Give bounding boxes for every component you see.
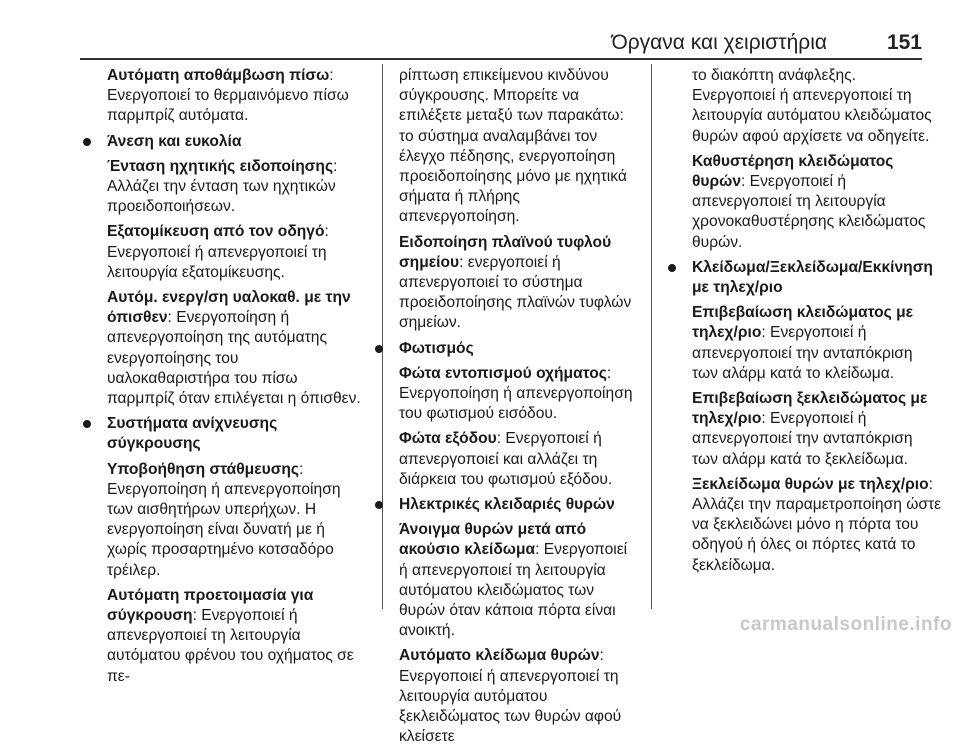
- paragraph: [80, 222, 362, 283]
- paragraph: [692, 303, 942, 384]
- paragraph: [692, 389, 942, 470]
- setting-description: : ενεργοποιεί ή απενεργοποιεί το σύστημα προειδοποίησης πλαϊνών τυφλών σημείων.: [399, 253, 632, 332]
- bullet-heading: Άνεση και ευκολία: [80, 132, 362, 152]
- setting-description: : Ενεργοποιεί ή απενεργοποιεί τη λειτουργία χρονοκαθυστέρησης κλειδώματος θυρών.: [692, 173, 926, 251]
- setting-term: Αυτόμ. ενεργ/ση υαλοκαθ. με την όπισθεν: [107, 289, 351, 327]
- setting-term: Επιβεβαίωση κλειδώματος με τηλεχ/ριο: [692, 304, 914, 342]
- paragraph: [80, 586, 362, 687]
- setting-description: : Αλλάζει την ένταση των ηχητικών προειδοποιήσεων.: [107, 157, 338, 216]
- setting-description: : Ενεργοποιεί ή απενεργοποιεί τη λειτουργία αυτόματου φρένου του οχήματος σε πε-: [107, 607, 354, 685]
- setting-term: Ξεκλείδωμα θυρών με τηλεχ/ριο: [692, 475, 929, 493]
- paragraph: [692, 475, 942, 576]
- paragraph: [399, 66, 639, 228]
- bullet-heading: Φωτισμός: [372, 339, 639, 359]
- paragraph: [399, 520, 639, 641]
- setting-description: : Ενεργοποιεί ή απενεργοποιεί τη λειτουργία αυτόματου κλειδώματος των θυρών όταν κάποια πόρτα είναι ανοικτή.: [399, 541, 628, 640]
- setting-description: : Ενεργοποίηση ή απενεργοποίηση του φωτισμού εισόδου.: [399, 364, 633, 423]
- column-divider: [382, 64, 383, 609]
- paragraph: [80, 460, 362, 581]
- setting-term: Επιβεβαίωση ξεκλειδώματος με τηλεχ/ριο: [692, 390, 928, 428]
- page-number: 151: [886, 31, 922, 54]
- text-column-2: [399, 66, 639, 753]
- setting-term: Εξατομίκευση από τον οδηγό: [107, 223, 325, 241]
- section-title: Όργανα και χειριστήρια: [611, 31, 827, 54]
- setting-description: : Ενεργοποίηση ή απενεργοποίηση των αισθητήρων υπερήχων. Η ενεργοποίηση είναι δυνατή με ή χωρίς προσαρτημένο κοτσαδόρο τρέιλερ.: [107, 460, 341, 579]
- setting-description: : Ενεργοποίηση ή απενεργοποίηση της αυτόματης ενεργοποίησης του υαλοκαθαριστήρα του πίσω παρμπρίζ όταν επιλέγεται η όπισθεν.: [107, 309, 361, 408]
- text-column-3: [692, 66, 942, 581]
- setting-term: Αυτόματη αποθάμβωση πίσω: [107, 67, 330, 84]
- bullet-icon: [375, 501, 383, 509]
- paragraph: [399, 233, 639, 334]
- paragraph: [692, 152, 942, 253]
- bullet-icon: [83, 420, 91, 428]
- bullet-icon: [83, 138, 91, 146]
- bullet-heading: Ηλεκτρικές κλειδαριές θυρών: [372, 495, 639, 515]
- paragraph: [399, 429, 639, 490]
- setting-description: : Αλλάζει την παραμετροποίηση ώστε να ξεκλειδώνει μόνο η πόρτα του οδηγού ή όλες οι πόρτες κατά το ξεκλείδωμα.: [692, 475, 942, 574]
- column-divider: [651, 64, 652, 609]
- setting-description: : Ενεργοποιεί ή απενεργοποιεί την ανταπόκριση των αλάρμ κατά το κλείδωμα.: [692, 324, 913, 382]
- setting-description: ρίπτωση επικείμενου κινδύνου σύγκρουσης. Μπορείτε να επιλέξετε μεταξύ των παρακάτω: το σύστημα αναλαμβάνει τον έλεγχο πέδησης, ενεργοποίηση προειδοποίησης μόνο με ηχητικά σήματα ή πλήρης απενεργοποίηση.: [399, 67, 627, 226]
- setting-description: : Ενεργοποιεί ή απενεργοποιεί τη λειτουργία αυτόματου ξεκλειδώματος των θυρών αφού κλείσετε: [399, 647, 622, 746]
- paragraph: [80, 157, 362, 218]
- page-header: [80, 0, 922, 60]
- text-column-1: [80, 66, 362, 692]
- setting-term: Καθυστέρηση κλειδώματος θυρών: [692, 152, 894, 191]
- setting-term: Φώτα εξόδου: [399, 430, 497, 448]
- setting-description: : Ενεργοποιεί ή απενεργοποιεί τη λειτουργία εξατομίκευσης.: [107, 223, 329, 281]
- setting-description: : Ενεργοποιεί ή απενεργοποιεί την ανταπόκριση των αλάρμ κατά το ξεκλείδωμα.: [692, 410, 913, 468]
- setting-term: Αυτόματο κλείδωμα θυρών: [399, 647, 600, 665]
- paragraph: [80, 66, 362, 127]
- watermark: carmanualsonline.info: [739, 614, 952, 635]
- paragraph: [399, 364, 639, 425]
- setting-term: Άνοιγμα θυρών μετά από ακούσιο κλείδωμα: [399, 521, 587, 559]
- paragraph: [80, 288, 362, 409]
- setting-term: Φώτα εντοπισμού οχήματος: [399, 364, 607, 382]
- setting-description: : Ενεργοποιεί ή απενεργοποιεί και αλλάζει τη διάρκεια του φωτισμού εξόδου.: [399, 430, 613, 488]
- bullet-heading: Συστήματα ανίχνευσης σύγκρουσης: [80, 414, 362, 454]
- setting-term: Ειδοποίηση πλαϊνού τυφλού σημείου: [399, 233, 612, 271]
- setting-term: Ένταση ηχητικής ειδοποίησης: [107, 157, 334, 175]
- bullet-icon: [668, 264, 676, 272]
- bullet-heading: Κλείδωμα/Ξεκλείδωμα/Εκκίνηση με τηλεχ/ριο: [665, 258, 942, 298]
- paragraph: [692, 66, 942, 147]
- bullet-icon: [375, 345, 383, 353]
- setting-description: : Ενεργοποιεί το θερμαινόμενο πίσω παρμπρίζ αυτόματα.: [107, 67, 349, 125]
- setting-description: το διακόπτη ανάφλεξης. Ενεργοποιεί ή απενεργοποιεί τη λειτουργία αυτόματου κλειδώματος θυρών αφού αρχίσετε να οδηγείτε.: [692, 67, 932, 145]
- setting-term: Αυτόματη προετοιμασία για σύγκρουση: [107, 586, 314, 625]
- paragraph: [399, 646, 639, 747]
- setting-term: Υποβοήθηση στάθμευσης: [107, 460, 300, 478]
